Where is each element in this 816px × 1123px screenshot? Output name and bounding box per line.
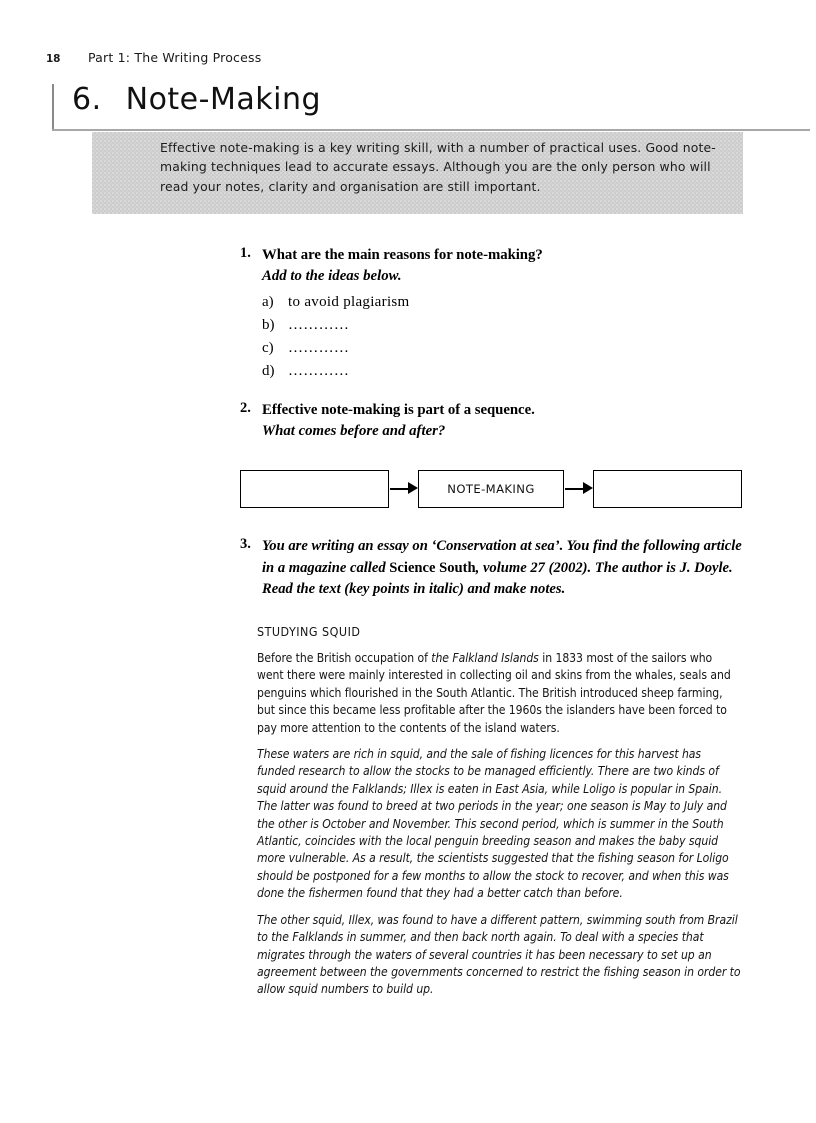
article-paragraph-3: The other squid, Illex, was found to have a different pattern, swimming south from Brazil to the Falklands in summer, and then back north again. To deal with a species that migrates through the waters of several countries it has been necessary to set up an agreement between the governments concerned to restrict the fishing season in order to allow squid numbers to build up. <box>257 912 741 997</box>
option-label: b) <box>262 317 275 333</box>
exercise-3 <box>240 536 745 601</box>
list-item <box>262 314 740 337</box>
flow-box-after[interactable] <box>593 470 742 508</box>
exercise-3-text-part1: You are writing an essay on ‘Conservation at sea’. You find the following article in a magazine called <box>262 538 742 576</box>
intro-text: Effective note-making is a key writing skill, with a number of practical uses. Good note-making techniques lead to accurate essays. Although you are the only person who will read your notes, clarity and organisation are still important. <box>160 140 716 194</box>
exercise-2-number: 2. <box>240 400 251 416</box>
article-paragraph-1 <box>257 650 741 737</box>
chapter-title <box>72 82 321 117</box>
page-number: 18 <box>46 53 61 65</box>
title-horizontal-rule <box>52 129 810 131</box>
paragraph-1-after: in 1833 most of the sailors who went there were mainly interested in collecting oil and skins from the whales, seals and penguins which flourished in the South Atlantic. The British introduced sheep farming, but since this became less profitable after the 1960s the islanders have been forced to pay more attention to the contents of the island waters. <box>257 651 731 735</box>
option-value[interactable]: ………… <box>288 317 350 333</box>
option-value[interactable]: ………… <box>288 340 350 356</box>
title-vertical-rule <box>52 84 54 131</box>
arrow-head-icon <box>408 482 418 494</box>
article-paragraph-2: These waters are rich in squid, and the sale of fishing licences for this harvest has funded research to allow the stocks to be managed efficiently. There are two kinds of squid around the Falklands; Illex is eaten in East Asia, while Loligo is popular in Spain. The latter was found to breed at two periods in the year; one season is May to July and the other is October and November. This second period, which is summer in the South Atlantic, coincides with the local penguin breeding season and makes the baby squid more vulnerable. As a result, the scientists suggested that the fishing season for Loligo should be postponed for a few months to allow the stock to recover, and when this was done the fishermen found that they had a better catch than before. <box>257 747 729 901</box>
arrow-line-1 <box>390 488 410 490</box>
flow-box-note-making: NOTE-MAKING <box>418 470 564 508</box>
option-label: c) <box>262 340 274 356</box>
paragraph-1-italic-run: the Falkland Islands <box>431 651 539 665</box>
exercise-3-magazine-name: Science South <box>389 559 476 576</box>
option-label: d) <box>262 363 275 379</box>
exercise-1 <box>240 245 740 383</box>
exercise-2 <box>240 400 740 442</box>
running-head-title: Part 1: The Writing Process <box>88 50 262 65</box>
list-item <box>262 291 740 314</box>
exercise-1-prompt: What are the main reasons for note-making? <box>262 247 543 263</box>
option-value[interactable]: ………… <box>288 363 350 379</box>
exercise-3-number: 3. <box>240 536 251 552</box>
exercise-2-prompt: Effective note-making is part of a sequence. <box>262 402 535 418</box>
list-item <box>262 360 740 383</box>
exercise-3-text-part2: , volume 27 (2002). The author is J. Doyle. Read the text (key points in italic) and make notes. <box>262 559 733 597</box>
arrow-head-icon <box>583 482 593 494</box>
chapter-number: 6. <box>72 82 102 117</box>
exercise-1-options <box>262 291 740 383</box>
option-label: a) <box>262 294 274 310</box>
paragraph-1-before: Before the British occupation of <box>257 651 432 665</box>
sequence-flow-diagram <box>240 470 742 510</box>
arrow-line-2 <box>565 488 585 490</box>
exercise-1-number: 1. <box>240 245 251 261</box>
list-item <box>262 337 740 360</box>
chapter-title-text: Note-Making <box>125 82 321 117</box>
article-heading: STUDYING SQUID <box>257 624 361 639</box>
exercise-3-prompt <box>262 536 745 601</box>
running-head <box>46 50 261 66</box>
flow-box-before[interactable] <box>240 470 389 508</box>
option-value: to avoid plagiarism <box>288 294 410 310</box>
article-extract <box>257 624 741 1008</box>
exercise-1-instruction: Add to the ideas below. <box>262 268 402 284</box>
exercise-2-instruction: What comes before and after? <box>262 423 446 439</box>
